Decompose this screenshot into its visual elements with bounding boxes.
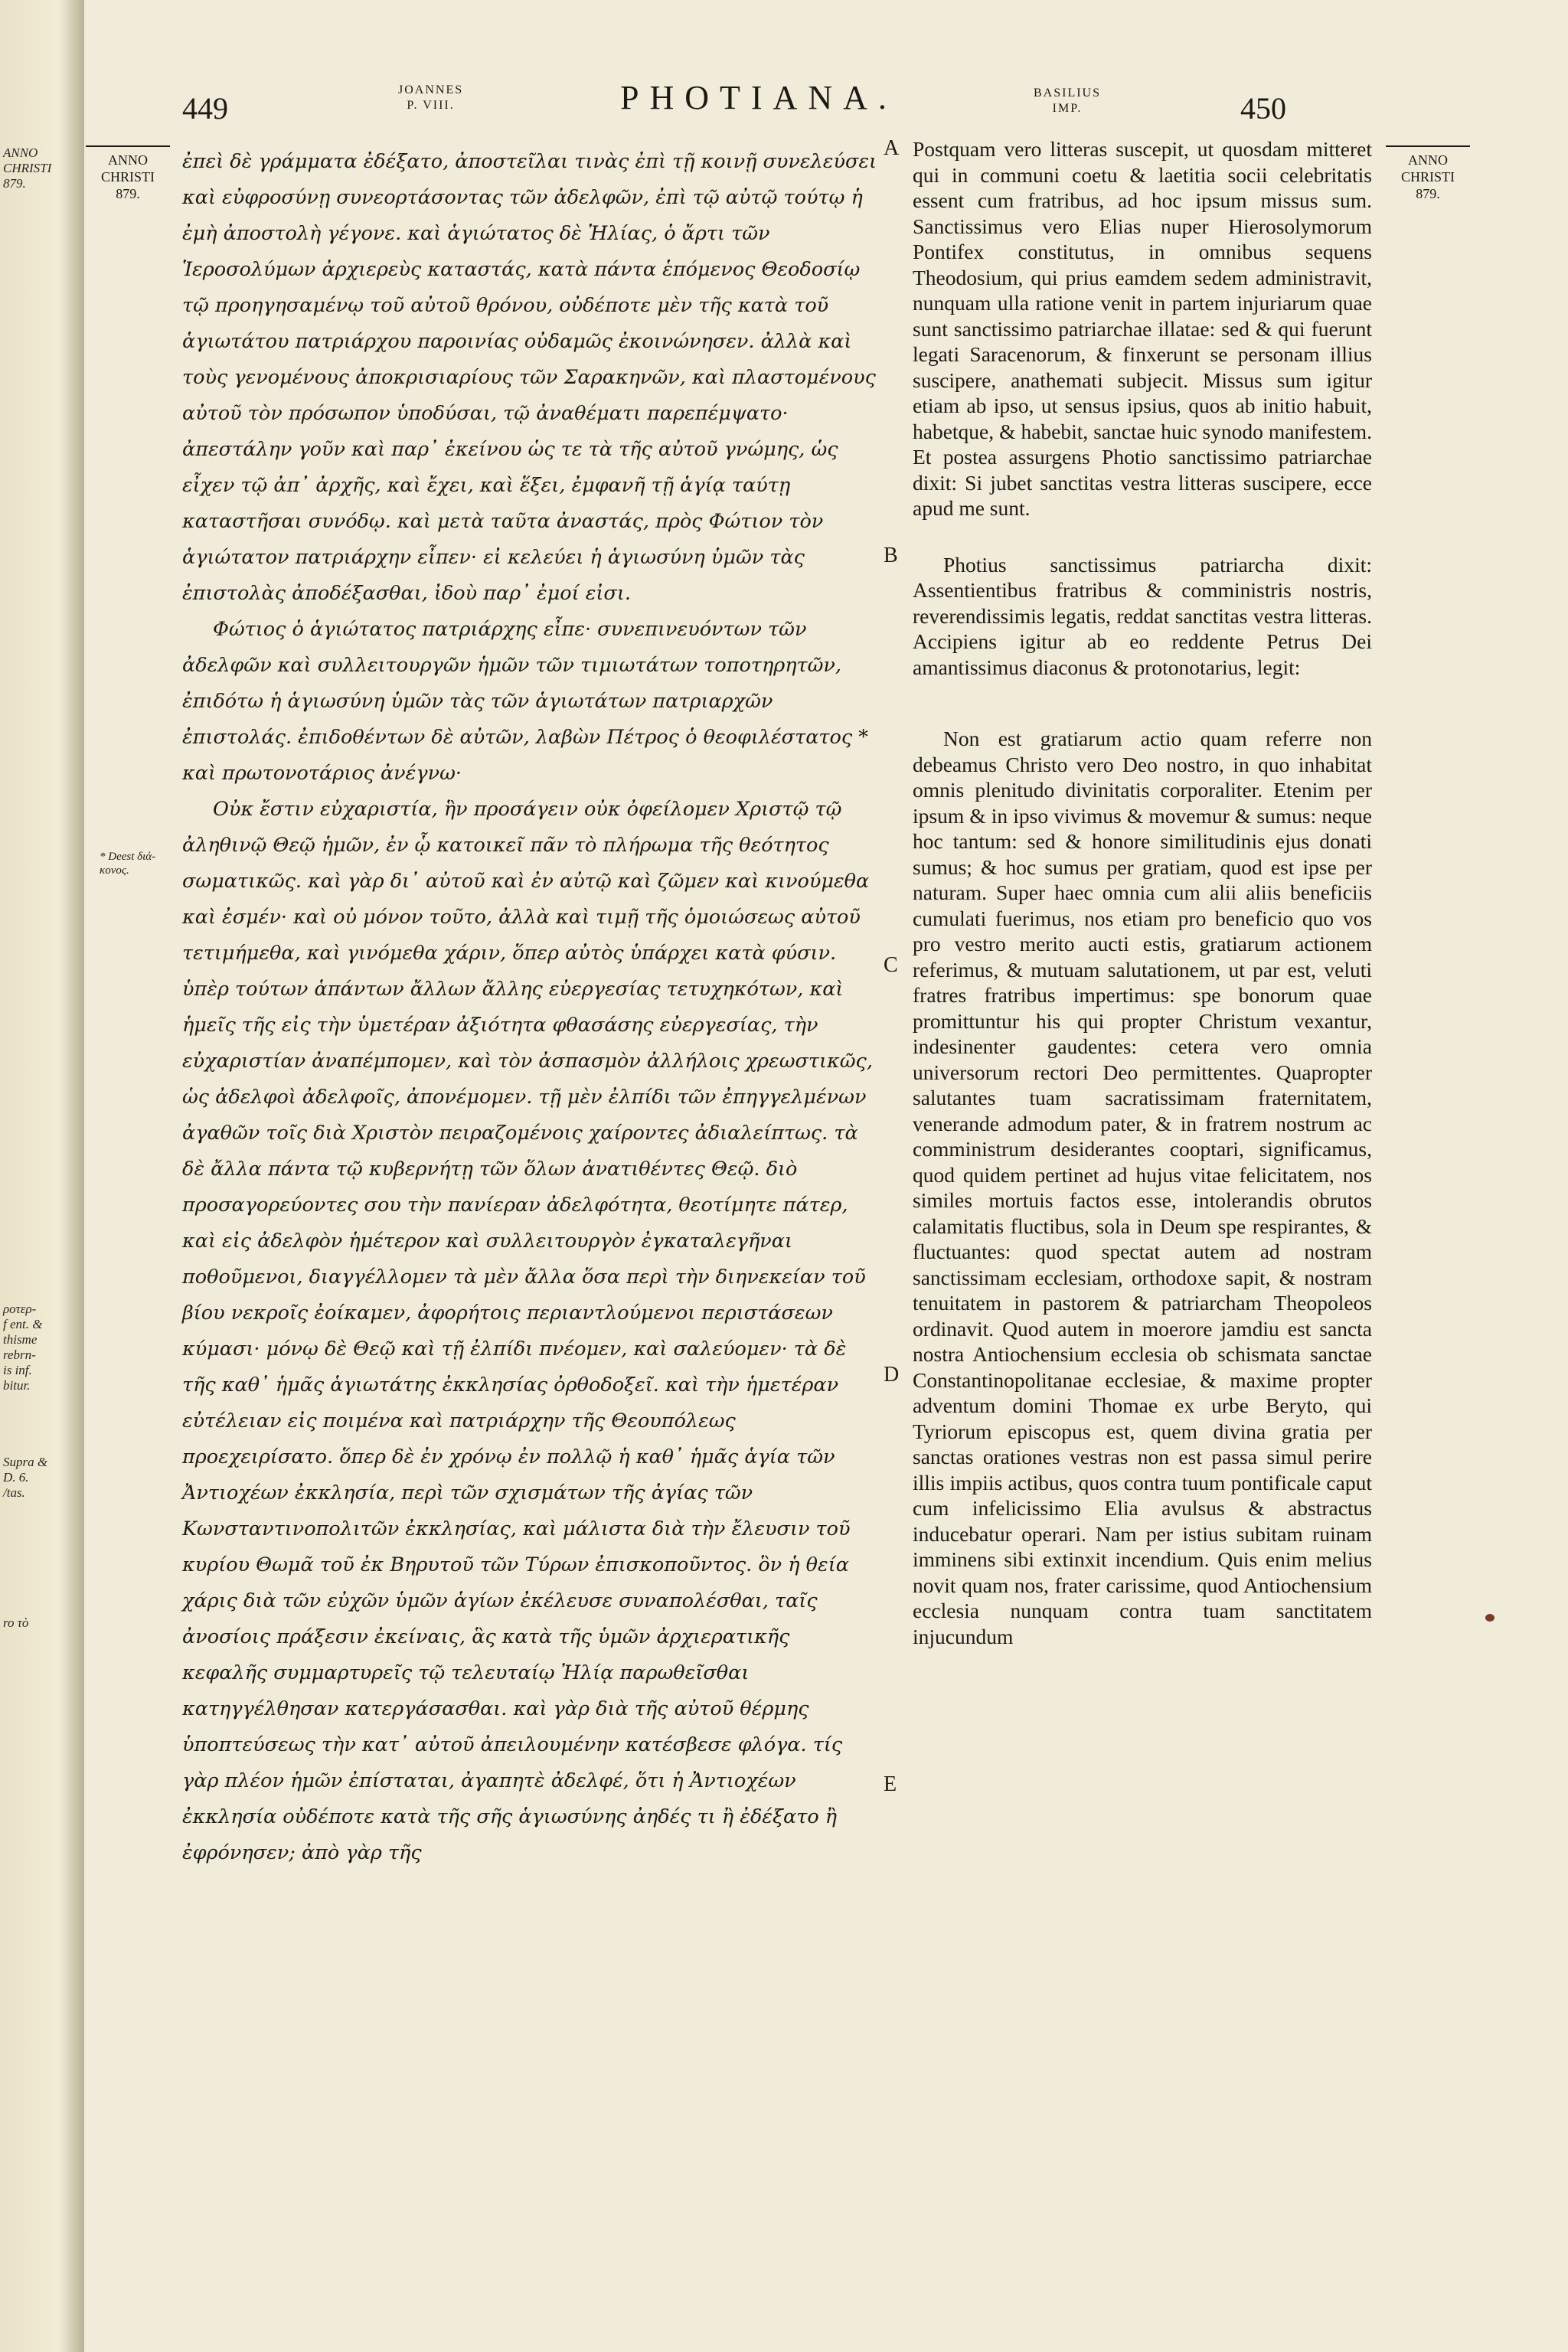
left-running-head xyxy=(398,83,463,113)
page-title: PHOTIANA. xyxy=(620,79,897,116)
section-letter: C xyxy=(884,953,898,977)
margin-line: ANNO xyxy=(108,152,148,168)
section-letter: B xyxy=(884,544,898,567)
running-head-line: P. VIII. xyxy=(407,99,455,112)
right-running-head xyxy=(1034,86,1101,116)
running-head-line: JOANNES xyxy=(398,83,464,96)
left-page-number: 449 xyxy=(182,91,228,126)
prev-page-fragment: ro τὸ xyxy=(3,1615,29,1630)
margin-line: ANNO xyxy=(1408,152,1448,168)
margin-year-left xyxy=(78,145,178,202)
prev-page-fragment: ANNO CHRISTI 879. xyxy=(3,145,52,191)
previous-page-edge xyxy=(0,0,84,2352)
latin-paragraph: Non est gratiarum actio quam referre non debeamus Christo vero Deo nostro, in quo inhabitat omnis plenitudo divinitatis corporaliter. Etenim per ipsum & in ipso vivimus & movemur & sumus: neque hoc tantum: sed & honore similitudinis ejus donati sumus; & hoc sumus per gratiam, quod est ipse per naturam. Super haec omnia cum alii aliis beneficiis cumulati fuerimus, nos etiam pro beneficio quo vos pro vestro merito aucti estis, gratiarum actionem referimus, & mutuam salutationem, ut par est, veluti fratres fratribus impertimus: spe bonorum quae promittuntur his qui propter Christum vexantur, indesinenter gaudentes: cetera vero omnia universorum rectori Deo permittentes. Quapropter salutantes tuam sacratissimam fraternitatem, venerande admodum pater, & in fratrem nostrum ac comministrum desiderantes cooptari, significamus, quod quidem pertinet ad hujus vitae felicitatem, nos similes mortuis factos esse, intolerandis obrutos calamitatis fluctibus, sola in Deum spe respirantes, & fluctuantes: quod spectat autem ad nostram sanctissimam ecclesiam, orthodoxe sapit, & nostram tenuitatem in pastorem & patriarcham Theopoleos ordinavit. Quod autem in moerore jamdiu est sancta nostra Antiochensium ecclesia ob schismata sanctae Constantinopolitanae ecclesiae, & maxime propter adventum domini Thomae ex urbe Beryto, qui Tyriorum episcopus est, quem divina gratia per sanctas orationes vestras non est passa simul perire illis impiis actibus, quos contra tuum pontificale caput cum infelicissimo Elia avulsus & abstractus inducebatur operari. Nam per istius subitam ruinam imminens sibi extinxit incendium. Quis enim melius novit quam nos, frater carissime, quod Antiochensium ecclesia nunquam contra tuam sanctitatem injucundum xyxy=(913,727,1372,1648)
section-letter: A xyxy=(884,136,900,160)
margin-line: CHRISTI xyxy=(100,169,155,185)
margin-line: CHRISTI xyxy=(1400,169,1455,185)
greek-paragraph: Φώτιος ὁ ἁγιώτατος πατριάρχης εἶπε· συνεπινευόντων τῶν ἀδελφῶν καὶ συλλειτουργῶν ἡμῶν τῶν τιμιωτάτων τοποτηρητῶν, ἐπιδότω ἡ ἁγιωσύνη ὑμῶν τὰς τῶν ἁγιωτάτων πατριαρχῶν ἐπιστολάς. ἐπιδοθέντων δὲ αὐτῶν, λαβὼν Πέτρος ὁ θεοφιλέστατος * καὶ πρωτονοτάριος ἀνέγνω· xyxy=(182,618,869,785)
greek-paragraph: Οὐκ ἔστιν εὐχαριστία, ἣν προσάγειν οὐκ ὀφείλομεν Χριστῷ τῷ ἀληθινῷ Θεῷ ἡμῶν, ἐν ᾧ κατοικεῖ πᾶν τὸ πλήρωμα τῆς θεότητος σωματικῶς. καὶ γὰρ δι᾽ αὐτοῦ καὶ ἐν αὐτῷ καὶ ζῶμεν καὶ κινούμεθα καὶ ἐσμέν· καὶ οὐ μόνον τοῦτο, ἀλλὰ καὶ τιμῇ τῆς ὁμοιώσεως αὐτοῦ τετιμήμεθα, καὶ γινόμεθα χάριν, ὅπερ αὐτὸς ὑπάρχει κατὰ φύσιν. ὑπὲρ τούτων ἁπάντων ἄλλων ἄλλης εὐεργεσίας τετυχηκότων, καὶ ἡμεῖς τῆς εἰς τὴν ὑμετέραν ἀξιότητα φθασάσης εὐεργεσίας, τὴν εὐχαριστίαν ἀναπέμπομεν, καὶ τὸν ἀσπασμὸν ἀλλήλοις χρεωστικῶς, ὡς ἀδελφοὶ ἀδελφοῖς, ἀπονέμομεν. τῇ μὲν ἐλπίδι τῶν ἐπηγγελμένων ἀγαθῶν τοῖς διὰ Χριστὸν πειραζομένοις χαίροντες ἀδιαλείπτως. τὰ δὲ ἄλλα πάντα τῷ κυβερνήτῃ τῶν ὅλων ἀνατιθέντες Θεῷ. διὸ προσαγορεύοντες σου τὴν πανίεραν ἀδελφότητα, θεοτίμητε πάτερ, καὶ εἰς ἀδελφὸν ἡμέτερον καὶ συλλειτουργὸν ἐγκαταλεγῆναι ποθοῦμενοι, διαγγέλλομεν τὰ μὲν ἄλλα ὅσα περὶ τὴν διηνεκείαν τοῦ βίου νεκροῖς ἐοίκαμεν, ἀφορήτοις περιαντλούμενοι περιστάσεων κύμασι· μόνῳ δὲ Θεῷ καὶ τῇ ἐλπίδι πνέομεν, καὶ σαλεύομεν· τὰ δὲ τῆς καθ᾽ ἡμᾶς ἁγιωτάτης ἐκκλησίας ὀρθοδοξεῖ. καὶ τὴν ἡμετέραν εὐτέλειαν εἰς ποιμένα καὶ πατριάρχην τῆς Θεουπόλεως προεχειρίσατο. ὅπερ δὲ ἐν χρόνῳ ἐν πολλῷ ἡ καθ᾽ ἡμᾶς ἁγία τῶν Ἀντιοχέων ἐκκλησία, περὶ τῶν σχισμάτων τῆς ἁγίας τῶν Κωνσταντινοπολιτῶν ἐκκλησίας, καὶ μάλιστα διὰ τὴν ἔλευσιν τοῦ κυρίου Θωμᾶ τοῦ ἐκ Βηρυτοῦ τῶν Τύρων ἐπισκοποῦντος. ὃν ἡ θεία χάρις διὰ τῶν εὐχῶν ὑμῶν ἁγίων ἐκέλευσε συναπολέσθαι, ταῖς ἀνοσίοις πράξεσιν ἐκείναις, ἃς κατὰ τῆς ὑμῶν ἀρχιερατικῆς κεφαλῆς συμμαρτυρεῖς τῷ τελευταίῳ Ἠλίᾳ παρωθεῖσθαι κατηγγέλθησαν κατεργάσασθαι. καὶ γὰρ διὰ τῆς αὐτοῦ θέρμης ὑποπτεύσεως τὴν κατ᾽ αὐτοῦ ἀπειλουμένην κατέσβεσε φλόγα. τίς γὰρ πλέον ἡμῶν ἐπίσταται, ἀγαπητὲ ἀδελφέ, ὅτι ἡ Ἀντιοχέων ἐκκλησία οὐδέποτε κατὰ τῆς σῆς ἁγιωσύνης ἀηδές τι ἢ ἐδέξατο ἢ ἐφρόνησεν; ἀπὸ γὰρ τῆς xyxy=(182,798,873,1864)
latin-paragraph: Postquam vero litteras suscepit, ut quosdam mitteret qui in communi coetu & laetitia socii celebritatis essent cum fratribus, ad hoc ipsum missus sum. Sanctissimus vero Elias nuper Hierosolymorum Pontifex constitutus, in omnibus sequens Theodosium, qui prius eamdem sedem administravit, nunquam ulla ratione venit in partem injuriarum quae sunt sanctissimo patriarchae illatae: sed & qui fuerunt legati Saracenorum, & finxerunt se personam illius suscipere, anathemati subjecit. Missus sum igitur etiam ab ipso, ut sensus ipsius, quos ab initio habuit, habetque, & habebit, sanctae huic synodo manifestem. Et postea assurgens Photio sanctissimo patriarchae dixit: Si jubet sanctitas vestra litteras suscipere, ecce apud me sunt. xyxy=(913,137,1372,520)
ink-stain xyxy=(1485,1614,1494,1622)
margin-line: 879. xyxy=(116,186,140,201)
running-head-line: IMP. xyxy=(1052,102,1083,115)
margin-line: 879. xyxy=(1416,186,1440,201)
latin-text-column xyxy=(913,136,1372,1649)
latin-paragraph: Photius sanctissimus patriarcha dixit: Assentientibus fratribus & comministris nostris, reverendissimis legatis, reddat sanctitas vestra litteras. Accipiens igitur ab eo reddente Petrus Dei amantissimus diaconus & protonotarius, legit: xyxy=(913,552,1372,679)
running-head-line: BASILIUS xyxy=(1034,87,1102,100)
right-page-number: 450 xyxy=(1240,91,1286,126)
margin-rule xyxy=(86,145,170,147)
paragraph-gap xyxy=(913,521,1372,552)
greek-text-column xyxy=(182,144,879,1871)
margin-note: * Deest διά-κονος. xyxy=(100,851,156,877)
margin-year-right xyxy=(1378,145,1478,202)
paragraph-gap xyxy=(913,680,1372,726)
section-letter: E xyxy=(884,1772,897,1796)
prev-page-fragment: Supra & D. 6. /tas. xyxy=(3,1455,48,1500)
page xyxy=(84,0,1568,2352)
greek-paragraph: ἐπεὶ δὲ γράμματα ἐδέξατο, ἀποστεῖλαι τινὰς ἐπὶ τῇ κοινῇ συνελεύσει καὶ εὐφροσύνῃ συνεορτάσοντας τῶν ἀδελφῶν, ἐπὶ τῷ αὐτῷ τούτῳ ἡ ἐμὴ ἀποστολὴ γέγονε. καὶ ἁγιώτατος δὲ Ἠλίας, ὁ ἄρτι τῶν Ἱεροσολύμων ἀρχιερεὺς καταστάς, κατὰ πάντα ἑπόμενος Θεοδοσίῳ τῷ προηγησαμένῳ τοῦ αὐτοῦ θρόνου, οὐδέποτε μὲν τῆς κατὰ τοῦ ἁγιωτάτου πατριάρχου παροινίας οὐδαμῶς ἐκοινώνησεν. ἀλλὰ καὶ τοὺς γενομένους ἀποκρισιαρίους τῶν Σαρακηνῶν, καὶ πλαστομένους αὐτοῦ τὸν πρόσωπον ὑποδύσαι, τῷ ἀναθέματι παρεπέμψατο· ἀπεστάλην γοῦν καὶ παρ᾽ ἐκείνου ὡς τε τὰ τῆς αὐτοῦ γνώμης, ὡς εἶχεν τῷ ἀπ᾽ ἀρχῆς, καὶ ἔχει, καὶ ἕξει, ἐμφανῆ τῇ ἁγίᾳ ταύτῃ καταστῆσαι συνόδῳ. καὶ μετὰ ταῦτα ἀναστάς, πρὸς Φώτιον τὸν ἁγιώτατον πατριάρχην εἶπεν· εἰ κελεύει ἡ ἁγιωσύνη ὑμῶν τὰς ἐπιστολὰς ἀποδέξασθαι, ἰδοὺ παρ᾽ ἐμοί εἰσι. xyxy=(182,150,877,605)
margin-rule xyxy=(1386,145,1470,147)
prev-page-fragment: ροτερ- f ent. & thisme rebrn- is inf. bitur. xyxy=(3,1302,43,1393)
section-letter: D xyxy=(884,1363,900,1387)
